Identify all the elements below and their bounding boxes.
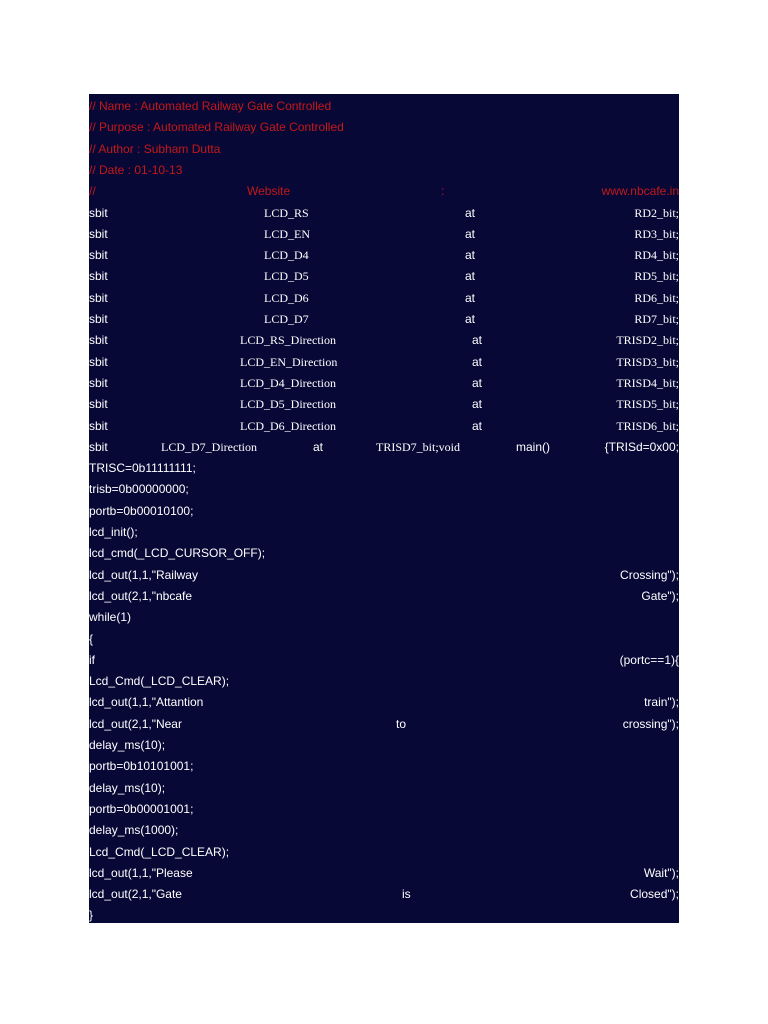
code-token: while(1) bbox=[89, 610, 132, 625]
code-token: lcd_out(1,1,"Attantion bbox=[89, 695, 204, 710]
code-token: delay_ms(10); bbox=[89, 780, 166, 795]
code-token: lcd_out(2,1,"Gate bbox=[89, 887, 182, 902]
code-token: RD6_bit; bbox=[634, 290, 679, 305]
code-token: at bbox=[472, 418, 483, 433]
code-line bbox=[89, 607, 679, 628]
code-document bbox=[89, 94, 679, 923]
code-token: sbit bbox=[89, 226, 108, 241]
header-comment-line bbox=[89, 160, 679, 181]
code-token: LCD_D4 bbox=[264, 248, 309, 263]
comment-text: // Author : Subham Dutta bbox=[89, 141, 221, 156]
code-token: lcd_out(1,1,"Please bbox=[89, 865, 193, 880]
code-token: Closed"); bbox=[630, 887, 679, 902]
code-line bbox=[89, 778, 679, 799]
code-token: at bbox=[472, 354, 483, 369]
comment-token: // bbox=[89, 184, 96, 199]
code-token: LCD_D7_Direction bbox=[161, 439, 257, 454]
comment-token: Website bbox=[247, 184, 291, 199]
code-token: lcd_init(); bbox=[89, 525, 138, 539]
code-token: sbit bbox=[89, 354, 108, 369]
code-line bbox=[89, 884, 679, 905]
comment-text: // Name : Automated Railway Gate Controlled bbox=[89, 99, 332, 113]
code-token: LCD_D5 bbox=[264, 269, 309, 284]
code-line bbox=[89, 586, 679, 607]
code-token: sbit bbox=[89, 397, 108, 412]
sbit-main-line bbox=[89, 437, 679, 458]
code-token: at bbox=[465, 226, 476, 241]
code-token: Gate"); bbox=[641, 588, 679, 603]
sbit-declaration-line bbox=[89, 224, 679, 245]
sbit-declaration-line bbox=[89, 266, 679, 287]
sbit-declaration-line bbox=[89, 416, 679, 437]
code-token: TRISD2_bit; bbox=[616, 333, 679, 348]
code-token: sbit bbox=[89, 333, 108, 348]
header-comment-line bbox=[89, 96, 679, 117]
code-token: delay_ms(10); bbox=[89, 738, 166, 752]
code-token: lcd_out(2,1,"nbcafe bbox=[89, 588, 192, 603]
comment-token: : bbox=[441, 184, 445, 199]
sbit-declaration-line bbox=[89, 245, 679, 266]
code-token: Lcd_Cmd(_LCD_CLEAR); bbox=[89, 674, 230, 689]
comment-text: // Purpose : Automated Railway Gate Controlled bbox=[89, 120, 344, 135]
code-line bbox=[89, 650, 679, 671]
code-token: {TRISd=0x00; bbox=[604, 439, 679, 454]
header-comment-line bbox=[89, 139, 679, 160]
code-token: trisb=0b00000000; bbox=[89, 482, 189, 497]
code-token: at bbox=[465, 205, 476, 220]
code-token: LCD_D4_Direction bbox=[240, 375, 336, 390]
code-line bbox=[89, 458, 679, 479]
code-token: at bbox=[465, 290, 476, 305]
sbit-declaration-line bbox=[89, 373, 679, 394]
sbit-declaration-line bbox=[89, 288, 679, 309]
code-token: LCD_EN_Direction bbox=[240, 354, 338, 369]
code-line bbox=[89, 905, 679, 923]
code-line bbox=[89, 543, 679, 564]
code-token: LCD_RS_Direction bbox=[240, 333, 336, 348]
code-token: { bbox=[89, 631, 94, 646]
code-token: delay_ms(1000); bbox=[89, 823, 179, 838]
code-token: sbit bbox=[89, 375, 108, 390]
comment-token: www.nbcafe.in bbox=[601, 184, 679, 199]
code-token: at bbox=[472, 397, 483, 412]
sbit-declaration-line bbox=[89, 309, 679, 330]
header-comment-line bbox=[89, 117, 679, 138]
code-token: lcd_out(2,1,"Near bbox=[89, 716, 182, 731]
code-token: main() bbox=[516, 439, 551, 454]
sbit-declaration-line bbox=[89, 203, 679, 224]
code-token: portb=0b00010100; bbox=[89, 503, 194, 518]
code-token: portb=0b10101001; bbox=[89, 759, 194, 774]
code-line bbox=[89, 629, 679, 650]
code-token: LCD_D6 bbox=[264, 290, 309, 305]
code-token: LCD_RS bbox=[264, 205, 309, 220]
code-token: if bbox=[89, 652, 95, 667]
code-token: Wait"); bbox=[643, 865, 679, 880]
code-token: RD5_bit; bbox=[634, 269, 679, 284]
code-token: portb=0b00001001; bbox=[89, 801, 194, 816]
code-token: at bbox=[313, 439, 324, 454]
code-line bbox=[89, 501, 679, 522]
code-token: TRISD3_bit; bbox=[616, 354, 679, 369]
code-token: lcd_cmd(_LCD_CURSOR_OFF); bbox=[89, 546, 266, 561]
code-token: sbit bbox=[89, 269, 108, 284]
code-token: crossing"); bbox=[622, 716, 679, 731]
code-token: sbit bbox=[89, 248, 108, 263]
code-token: RD2_bit; bbox=[634, 205, 679, 220]
code-token: at bbox=[472, 333, 483, 348]
code-line bbox=[89, 565, 679, 586]
code-token: (portc==1){ bbox=[619, 652, 679, 667]
code-line bbox=[89, 479, 679, 500]
code-token: RD3_bit; bbox=[634, 226, 679, 241]
code-token: is bbox=[402, 887, 411, 902]
code-token: sbit bbox=[89, 290, 108, 305]
code-token: lcd_out(1,1,"Railway bbox=[89, 567, 198, 582]
code-token: sbit bbox=[89, 205, 108, 220]
sbit-declaration-line bbox=[89, 330, 679, 351]
code-token: Lcd_Cmd(_LCD_CLEAR); bbox=[89, 844, 230, 859]
code-line bbox=[89, 671, 679, 692]
code-token: sbit bbox=[89, 312, 108, 326]
code-line bbox=[89, 842, 679, 863]
code-token: LCD_EN bbox=[264, 226, 310, 241]
code-token: TRISD4_bit; bbox=[616, 375, 679, 390]
code-line bbox=[89, 735, 679, 756]
code-token: } bbox=[89, 908, 94, 923]
code-token: train"); bbox=[644, 695, 679, 710]
code-line bbox=[89, 820, 679, 841]
code-token: LCD_D7 bbox=[264, 312, 309, 326]
website-comment-line bbox=[89, 181, 679, 202]
code-token: RD4_bit; bbox=[634, 248, 679, 263]
code-line bbox=[89, 799, 679, 820]
code-token: sbit bbox=[89, 439, 108, 454]
code-line bbox=[89, 863, 679, 884]
code-token: LCD_D5_Direction bbox=[240, 397, 336, 412]
code-token: TRISD5_bit; bbox=[616, 397, 679, 412]
code-token: to bbox=[396, 716, 407, 731]
comment-text: // Date : 01-10-13 bbox=[89, 162, 183, 177]
code-token: sbit bbox=[89, 418, 108, 433]
sbit-declaration-line bbox=[89, 394, 679, 415]
code-token: at bbox=[472, 375, 483, 390]
code-token: at bbox=[465, 248, 476, 263]
code-line bbox=[89, 692, 679, 713]
code-token: TRISD6_bit; bbox=[616, 418, 679, 433]
code-token: at bbox=[465, 269, 476, 284]
code-line bbox=[89, 522, 679, 543]
code-line bbox=[89, 756, 679, 777]
sbit-declaration-line bbox=[89, 352, 679, 373]
code-line bbox=[89, 714, 679, 735]
code-token: RD7_bit; bbox=[634, 312, 679, 326]
code-token: TRISD7_bit;void bbox=[376, 439, 461, 454]
code-token: at bbox=[465, 312, 476, 326]
code-token: Crossing"); bbox=[620, 567, 679, 582]
code-token: LCD_D6_Direction bbox=[240, 418, 336, 433]
code-token: TRISC=0b11111111; bbox=[89, 461, 196, 476]
